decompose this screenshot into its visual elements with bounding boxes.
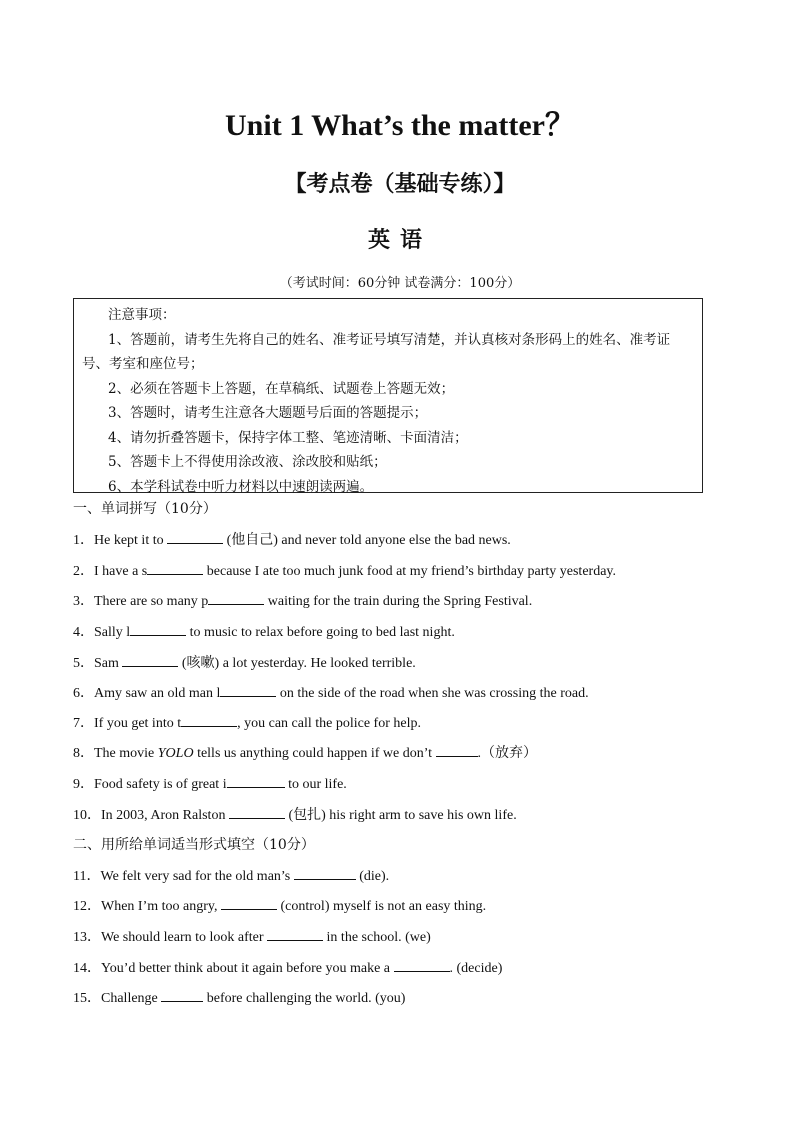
question-item	[73, 652, 416, 672]
question-text: (包扎) his right arm to save his own life.	[284, 808, 517, 823]
question-item	[73, 560, 616, 580]
question-item	[73, 682, 589, 702]
answer-blank[interactable]	[122, 652, 178, 667]
question-number: 14．	[73, 961, 101, 976]
question-number: 8．	[73, 746, 94, 761]
question-text: in the school. (we)	[323, 930, 431, 945]
page-title: Unit 1 What’s the matter？	[225, 109, 575, 142]
movie-title: YOLO	[157, 746, 194, 761]
question-item	[73, 865, 389, 885]
notice-item: 4、请勿折叠答题卡，保持字体工整、笔迹清晰、卡面清洁；	[108, 429, 468, 446]
question-text: The movie	[94, 746, 158, 761]
question-text: He kept it to	[94, 533, 168, 548]
question-text: tells us anything could happen if we don’t	[193, 746, 436, 761]
question-item	[73, 621, 455, 641]
question-text: Food safety is of great i	[94, 777, 227, 792]
question-item	[73, 804, 517, 824]
answer-blank[interactable]	[436, 742, 478, 757]
answer-blank[interactable]	[394, 957, 450, 972]
question-text: Challenge	[101, 991, 162, 1006]
section-heading: 二、用所给单词适当形式填空（10分）	[73, 837, 315, 853]
question-text: Sally l	[94, 625, 131, 640]
question-item	[73, 712, 421, 732]
section-heading: 一、单词拼写（10分）	[73, 501, 217, 517]
question-number: 1．	[73, 533, 94, 548]
question-text: , you can call the police for help.	[237, 716, 421, 731]
question-text: because I ate too much junk food at my friend’s birthday party yesterday.	[203, 564, 617, 579]
question-text: You’d better think about it again before you make a	[101, 961, 394, 976]
answer-blank[interactable]	[167, 529, 223, 544]
question-text: waiting for the train during the Spring Festival.	[264, 594, 533, 609]
question-text: to music to relax before going to bed last night.	[186, 625, 455, 640]
question-item	[73, 987, 405, 1007]
question-number: 3．	[73, 594, 94, 609]
question-number: 12．	[73, 899, 101, 914]
notice-heading: 注意事项：	[108, 307, 176, 323]
question-number: 13．	[73, 930, 101, 945]
exam-info: （考试时间：60分钟 试卷满分：100分）	[279, 276, 521, 291]
notice-item: 6、本学科试卷中听力材料以中速朗读两遍。	[108, 478, 374, 495]
question-number: 10．	[73, 808, 101, 823]
question-text: In 2003, Aron Ralston	[101, 808, 229, 823]
answer-blank[interactable]	[161, 987, 203, 1002]
answer-blank[interactable]	[147, 560, 203, 575]
question-item	[73, 957, 502, 977]
question-item	[73, 529, 511, 549]
answer-blank[interactable]	[229, 804, 285, 819]
question-item	[73, 590, 532, 610]
answer-blank[interactable]	[227, 773, 285, 788]
question-text: We felt very sad for the old man’s	[100, 869, 294, 884]
question-text: .（放弃）	[477, 746, 538, 761]
question-number: 5．	[73, 656, 94, 671]
question-item	[73, 773, 347, 793]
answer-blank[interactable]	[267, 926, 323, 941]
question-text: If you get into t	[94, 716, 182, 731]
question-text: . (decide)	[449, 961, 503, 976]
question-text: There are so many p	[94, 594, 209, 609]
question-number: 15．	[73, 991, 101, 1006]
question-number: 4．	[73, 625, 94, 640]
question-text: (control) myself is not an easy thing.	[277, 899, 487, 914]
answer-blank[interactable]	[208, 590, 264, 605]
question-text: (他自己) and never told anyone else the bad news.	[223, 533, 511, 548]
question-item	[73, 926, 431, 946]
question-number: 7．	[73, 716, 94, 731]
notice-item: 3、答题时，请考生注意各大题题号后面的答题提示；	[108, 405, 428, 421]
question-text: I have a s	[94, 564, 148, 579]
page-subtitle: 【考点卷（基础专练）】	[284, 171, 516, 197]
notice-box	[73, 298, 703, 493]
question-text: (die).	[355, 869, 390, 884]
answer-blank[interactable]	[130, 621, 186, 636]
question-text: When I’m too angry,	[101, 899, 221, 914]
answer-blank[interactable]	[294, 865, 356, 880]
subject-label: 英语	[367, 227, 432, 253]
answer-blank[interactable]	[221, 895, 277, 910]
question-number: 9．	[73, 777, 94, 792]
question-text: Sam	[94, 656, 123, 671]
answer-blank[interactable]	[220, 682, 276, 697]
question-number: 2．	[73, 564, 94, 579]
answer-blank[interactable]	[181, 712, 237, 727]
notice-item: 1、答题前，请考生先将自己的姓名、准考证号填写清楚，并认真核对条形码上的姓名、准考证号、考室和座位号；	[82, 331, 671, 372]
notice-item: 5、答题卡上不得使用涂改液、涂改胶和贴纸；	[108, 454, 387, 470]
question-text: before challenging the world. (you)	[203, 991, 406, 1006]
question-item	[73, 742, 537, 762]
question-item	[73, 895, 486, 915]
question-text: We should learn to look after	[101, 930, 268, 945]
question-number: 11．	[73, 869, 101, 884]
notice-item: 2、必须在答题卡上答题，在草稿纸、试题卷上答题无效；	[108, 380, 455, 397]
question-text: to our life.	[284, 777, 347, 792]
question-number: 6．	[73, 686, 94, 701]
question-text: (咳嗽) a lot yesterday. He looked terrible.	[178, 656, 416, 671]
question-text: on the side of the road when she was crossing the road.	[276, 686, 589, 701]
question-text: Amy saw an old man l	[94, 686, 221, 701]
